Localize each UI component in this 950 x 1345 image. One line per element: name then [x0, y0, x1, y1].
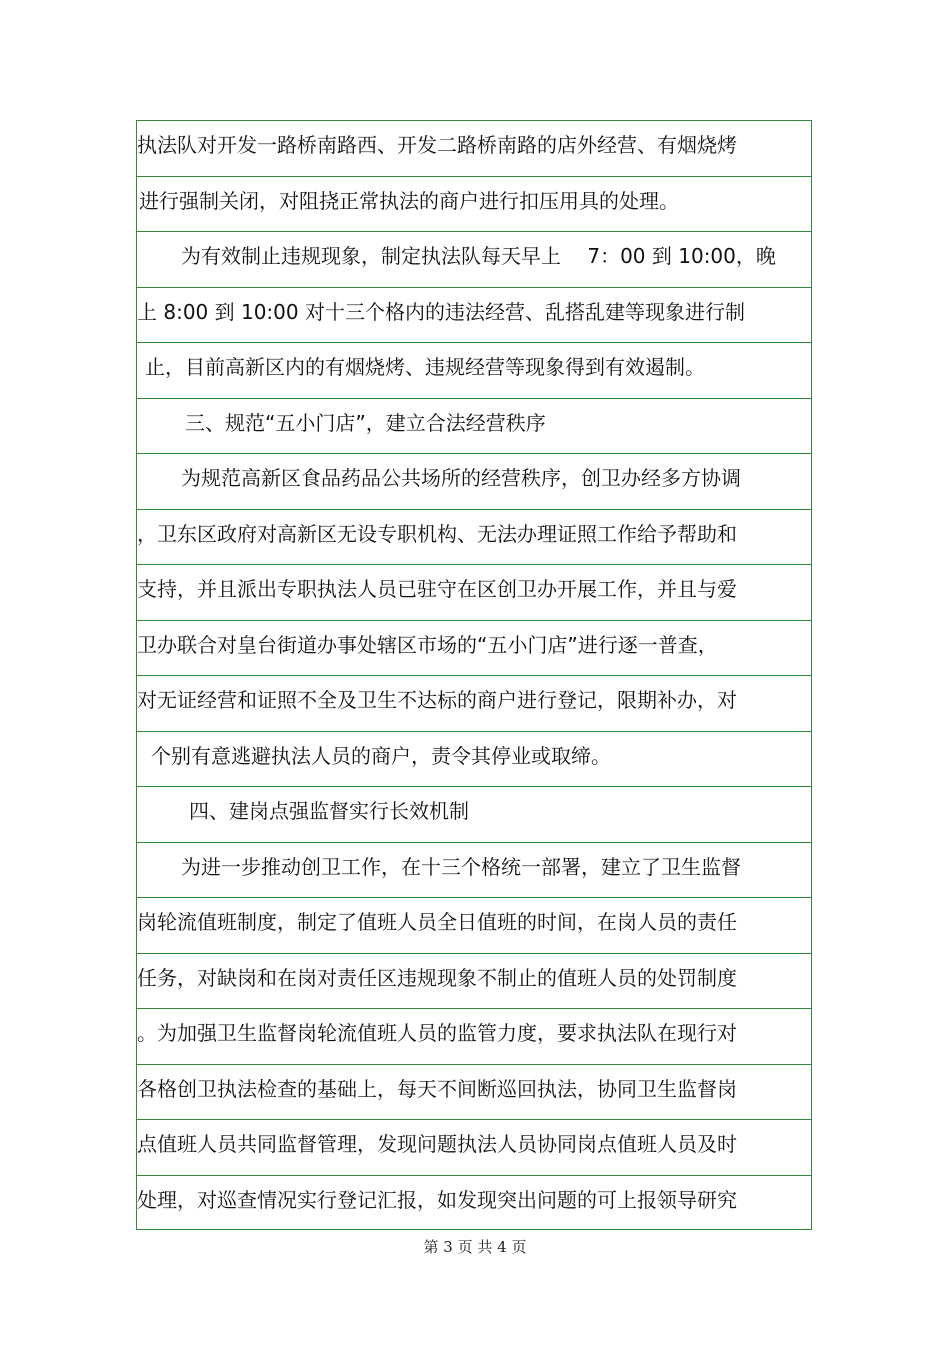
text-line: 点值班人员共同监督管理，发现问题执法人员协同岗点值班人员及时: [137, 1132, 737, 1156]
text-row: [137, 454, 811, 510]
text-line: 上 8:00 到 10:00 对十三个格内的违法经营、乱搭乱建等现象进行制: [137, 299, 745, 324]
text-line: 进行强制关闭，对阻挠正常执法的商户进行扣压用具的处理。: [139, 188, 679, 213]
text-row: [137, 288, 811, 344]
text-row: [137, 177, 811, 233]
document-text-frame: [136, 120, 812, 1230]
text-row: [137, 1176, 811, 1232]
text-row: [137, 121, 811, 177]
text-line: 个别有意逃避执法人员的商户，责令其停业或取缔。: [151, 743, 611, 768]
section-heading-row: [137, 787, 811, 843]
text-line: 止，目前高新区内的有烟烧烤、违规经营等现象得到有效遏制。: [145, 355, 705, 379]
text-row: [137, 954, 811, 1010]
text-row: [137, 343, 811, 399]
text-row: [137, 621, 811, 677]
text-row: [137, 232, 811, 288]
section-heading: 三、规范“五小门店”，建立合法经营秩序: [185, 410, 546, 435]
text-line: 。为加强卫生监督岗轮流值班人员的监管力度，要求执法队在现行对: [137, 1021, 737, 1045]
text-line: 岗轮流值班制度，制定了值班人员全日值班的时间，在岗人员的责任: [137, 910, 737, 934]
text-line: 处理，对巡查情况实行登记汇报，如发现突出问题的可上报领导研究: [137, 1187, 737, 1212]
text-row: [137, 1009, 811, 1065]
text-row: [137, 898, 811, 954]
text-line: 为有效制止违规现象，制定执法队每天早上 7：00 到 10:00，晚: [181, 244, 776, 268]
text-row: [137, 510, 811, 566]
text-row: [137, 565, 811, 621]
text-line: 任务，对缺岗和在岗对责任区违规现象不制止的值班人员的处罚制度: [137, 965, 737, 990]
page-number-footer: 第 3 页 共 4 页: [423, 1238, 527, 1256]
text-line: 为进一步推动创卫工作，在十三个格统一部署，建立了卫生监督: [181, 854, 741, 879]
text-line: ，卫东区政府对高新区无设专职机构、无法办理证照工作给予帮助和: [137, 521, 737, 546]
text-line: 支持，并且派出专职执法人员已驻守在区创卫办开展工作，并且与爱: [137, 577, 737, 601]
text-line: 为规范高新区食品药品公共场所的经营秩序，创卫办经多方协调: [181, 466, 741, 490]
text-line: 卫办联合对皇台街道办事处辖区市场的“五小门店”进行逐一普查，: [137, 632, 718, 657]
section-heading-row: [137, 399, 811, 455]
text-row: [137, 1120, 811, 1176]
text-row: [137, 843, 811, 899]
text-line: 对无证经营和证照不全及卫生不达标的商户进行登记，限期补办，对: [137, 688, 737, 712]
text-row: [137, 732, 811, 788]
section-heading: 四、建岗点强监督实行长效机制: [189, 799, 469, 823]
text-row: [137, 676, 811, 732]
text-line: 执法队对开发一路桥南路西、开发二路桥南路的店外经营、有烟烧烤: [137, 133, 737, 157]
text-line: 各格创卫执法检查的基础上，每天不间断巡回执法，协同卫生监督岗: [137, 1076, 737, 1101]
text-row: [137, 1065, 811, 1121]
